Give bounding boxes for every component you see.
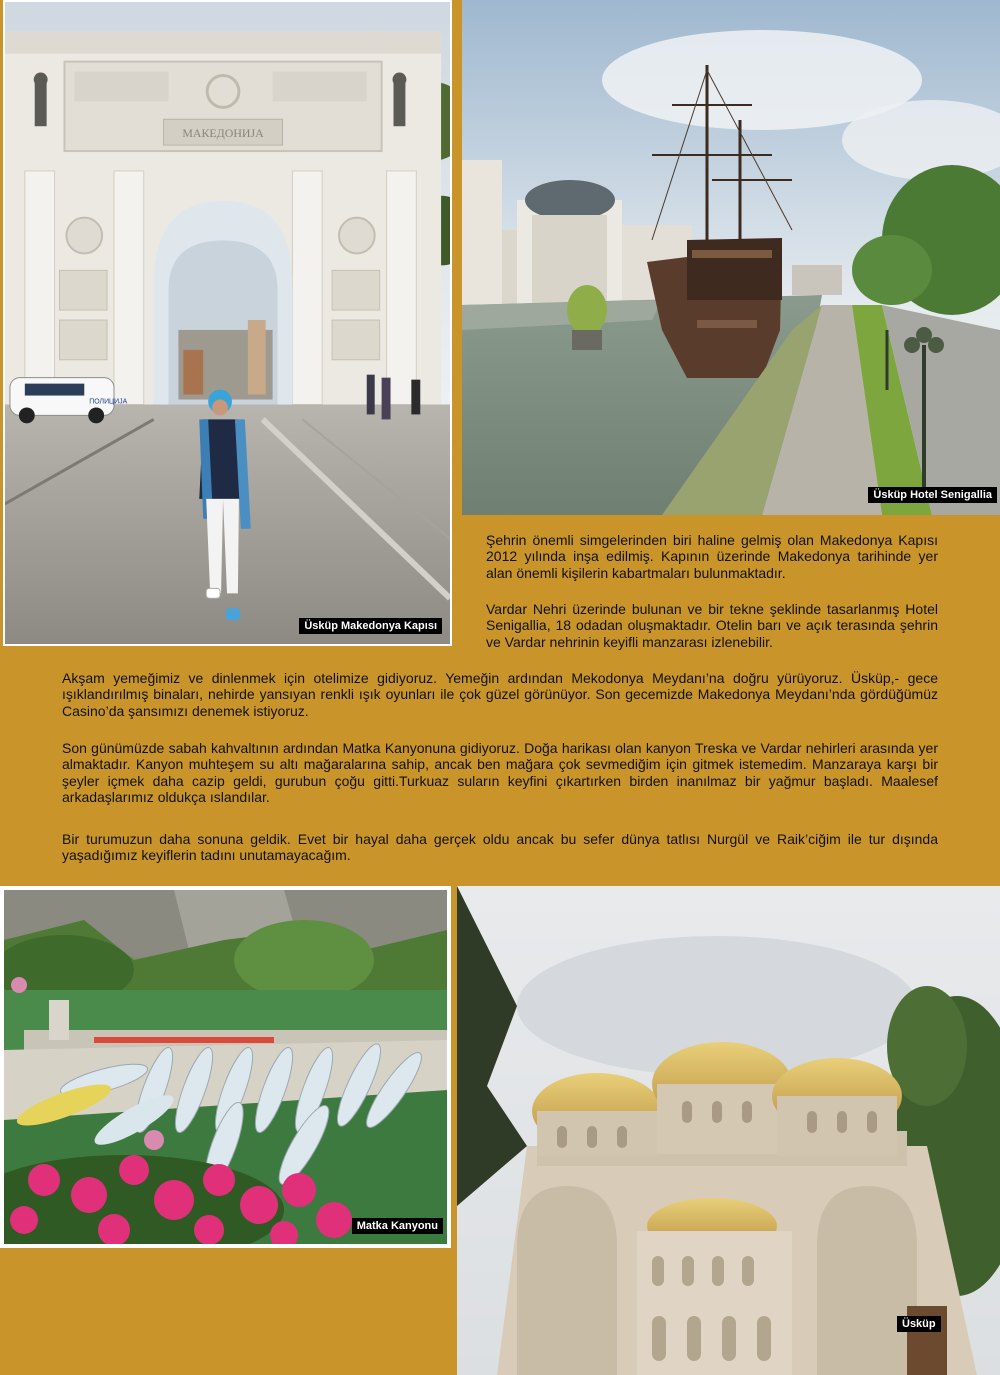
paragraph-matka-canyon: Son günümüzde sabah kahvaltının ardından Matka Kanyonuna gidiyoruz. Doğa harikası olan kanyon Treska ve Vardar nehirleri arasında yer almaktadır. Kanyon muhteşem su altı mağaralarına sahip, ancak ben mağara çok sevmediğim için gitmek istemedim. Manzaraya karşı bir şeyler içmek daha cazip geldi, gurubun çoğu gitti.Turkuaz suların keyfini çıkartırken birden inanılmaz bir yağmur başladı. Maalesef arkadaşlarımız oldukça ıslandılar.: [62, 740, 938, 806]
gate-inscription: МАКЕДОНИЈА: [182, 126, 264, 141]
photo-uskup-church: [457, 886, 1000, 1375]
paragraph-makedonya-gate: Şehrin önemli simgelerinden biri haline gelmiş olan Makedonya Kapısı 2012 yılında inşa edilmiş. Kapının üzerinde Makedonya tarihinde yer alan önemli kişilerin kabartmaları bulunmaktadır.: [486, 532, 938, 581]
paragraph-evening: Akşam yemeğimiz ve dinlenmek için otelimize gidiyoruz. Yemeğin ardından Mekodonya Meydanı’na doğru yürüyoruz. Üsküp,- gece ışıklandırılmış binaları, nehirde yansıyan renkli ışık oyunları ile çok güzel görünüyor. Son gecemizde Makedonya Meydanı’nda gördüğümüz Casino’da şansımızı denemek istiyoruz.: [62, 670, 938, 719]
police-car-text: ПОЛИЦИЈА: [89, 398, 128, 406]
paragraph-hotel-senigallia: Vardar Nehri üzerinde bulunan ve bir tekne şeklinde tasarlanmış Hotel Senigallia, 18 odadan oluşmaktadır. Otelin barı ve açık terasında şehrin ve Vardar nehrinin keyifli manzarası izlenebilir.: [486, 601, 938, 650]
photo-matka-canyon: [0, 886, 451, 1248]
caption-matka-canyon: Matka Kanyonu: [352, 1218, 443, 1234]
caption-hotel-senigallia: Üsküp Hotel Senigallia: [868, 487, 997, 503]
paragraph-closing: Bir turumuzun daha sonuna geldik. Evet bir hayal daha gerçek oldu ancak bu sefer dünya tatlısı Nurgül ve Raik’ciğim ile tur dışında yaşadığımız keyiflerin tadını unutamayacağım.: [62, 831, 938, 864]
caption-uskup-church: Üsküp: [897, 1316, 941, 1332]
photo-makedonya-gate: [3, 0, 452, 646]
photo-hotel-senigallia: [462, 0, 1000, 515]
caption-makedonya-gate: Üsküp Makedonya Kapısı: [299, 618, 442, 634]
